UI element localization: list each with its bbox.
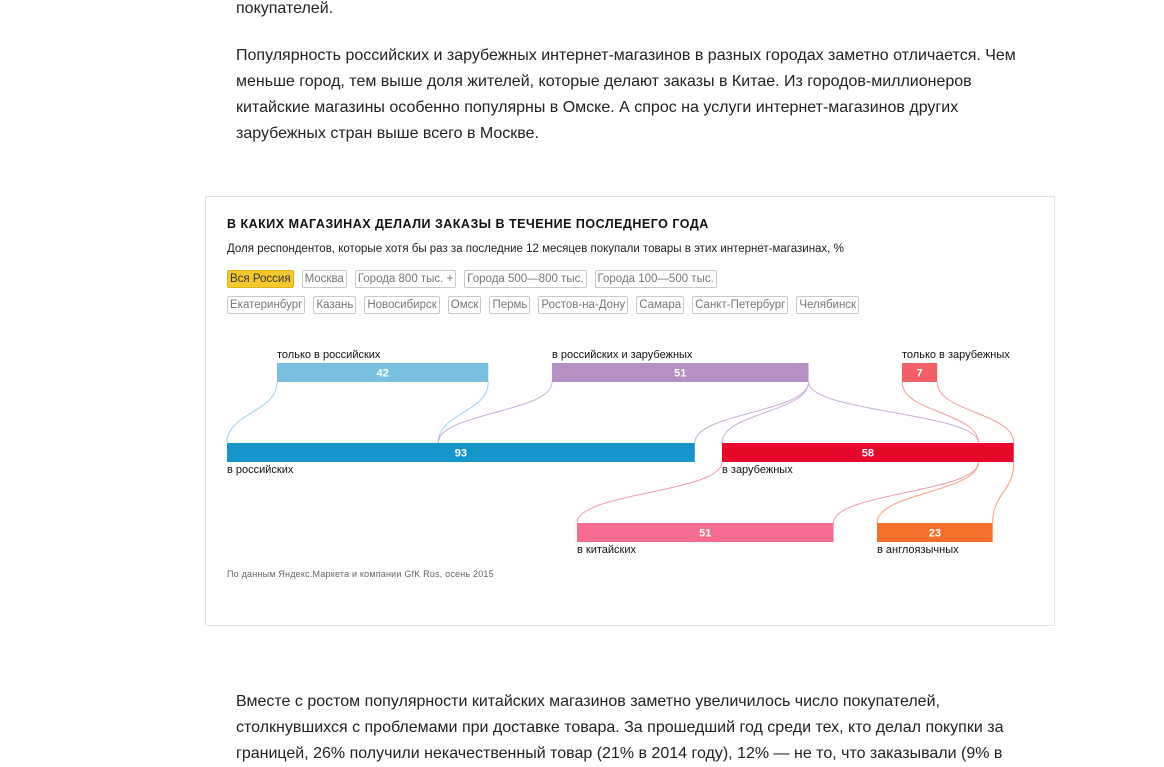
chart-card: [205, 196, 1055, 626]
filter-chip[interactable]: Новосибирск: [364, 296, 439, 314]
chart-source: По данным Яндекс.Маркета и компании GfK Rus, осень 2015: [227, 569, 494, 579]
filter-chip[interactable]: Казань: [313, 296, 356, 314]
filter-chip[interactable]: Пермь: [489, 296, 530, 314]
bar-value-ru: 93: [454, 447, 468, 460]
bar-value-ru_and_foreign: 51: [674, 367, 687, 380]
article-paragraph-tail: покупателей.: [236, 0, 334, 17]
flow-foreign-to-chinese-edge-1: [834, 462, 979, 523]
bar-label-foreign: в зарубежных: [722, 464, 793, 476]
bar-value-foreign: 58: [861, 447, 874, 460]
chart-title: В КАКИХ МАГАЗИНАХ ДЕЛАЛИ ЗАКАЗЫ В ТЕЧЕНИЕ ПОСЛЕДНЕГО ГОДА: [227, 217, 709, 231]
bar-label-english: в англоязычных: [877, 544, 959, 556]
bar-value-english: 23: [928, 527, 941, 540]
filter-chip[interactable]: Города 500—800 тыс.: [464, 270, 586, 288]
bar-label-ru_and_foreign: в российских и зарубежных: [552, 349, 693, 361]
bar-label-ru: в российских: [227, 464, 294, 476]
flow-ru_and_foreign-to-ru-edge-1: [695, 382, 809, 443]
flow-foreign-to-english-edge-1: [993, 462, 1014, 523]
bar-label-only_foreign: только в зарубежных: [902, 349, 1010, 361]
filter-chip[interactable]: Города 800 тыс. +: [355, 270, 456, 288]
filter-chip[interactable]: Санкт-Петербург: [692, 296, 788, 314]
flow-ru_and_foreign-to-ru-edge-0: [438, 382, 552, 443]
bar-value-only_foreign: 7: [916, 367, 923, 380]
flow-foreign-to-english-edge-0: [877, 462, 979, 523]
filter-chip[interactable]: Екатеринбург: [227, 296, 305, 314]
bar-value-chinese: 51: [699, 527, 712, 540]
filter-chip[interactable]: Самара: [636, 296, 684, 314]
bar-value-only_ru: 42: [376, 367, 389, 380]
filter-chip[interactable]: Ростов-на-Дону: [538, 296, 628, 314]
article-paragraph: Вместе с ростом популярности китайских магазинов заметно увеличилось число покупателей, столкнувшихся с проблемами при доставке товара. За прошедший год среди тех, кто делал покупки за границей, 26% получили некачественный товар (21% в 2014 году), 12% — не то, что заказывали (9% в: [236, 693, 1004, 762]
flow-only_ru-to-ru-edge-0: [227, 382, 277, 443]
filter-chip[interactable]: Челябинск: [796, 296, 859, 314]
filter-chip[interactable]: Вся Россия: [227, 270, 294, 288]
article-paragraph: Популярность российских и зарубежных интернет-магазинов в разных городах заметно отличается. Чем меньше город, тем выше доля жителей, которые делают заказы в Китае. Из городов-миллионеров китайские магазины особенно популярны в Омске. А спрос на услуги интернет-магазинов других зарубежных стран выше всего в Москве.: [236, 47, 1016, 142]
flow-ru_and_foreign-to-foreign-edge-0: [722, 382, 809, 443]
chart-subtitle: Доля респондентов, которые хотя бы раз за последние 12 месяцев покупали товары в этих интернет-магазинах, %: [227, 243, 844, 255]
sankey-chart: [206, 197, 1056, 627]
bar-label-chinese: в китайских: [577, 544, 636, 556]
bar-label-only_ru: только в российских: [277, 349, 381, 361]
flow-foreign-to-chinese-edge-0: [577, 462, 722, 523]
filter-chip[interactable]: Омск: [448, 296, 482, 314]
filter-chip[interactable]: Города 100—500 тыс.: [595, 270, 717, 288]
flow-only_ru-to-ru-edge-1: [438, 382, 488, 443]
filter-chip[interactable]: Москва: [302, 270, 347, 288]
flow-ru_and_foreign-to-foreign-edge-1: [809, 382, 979, 443]
